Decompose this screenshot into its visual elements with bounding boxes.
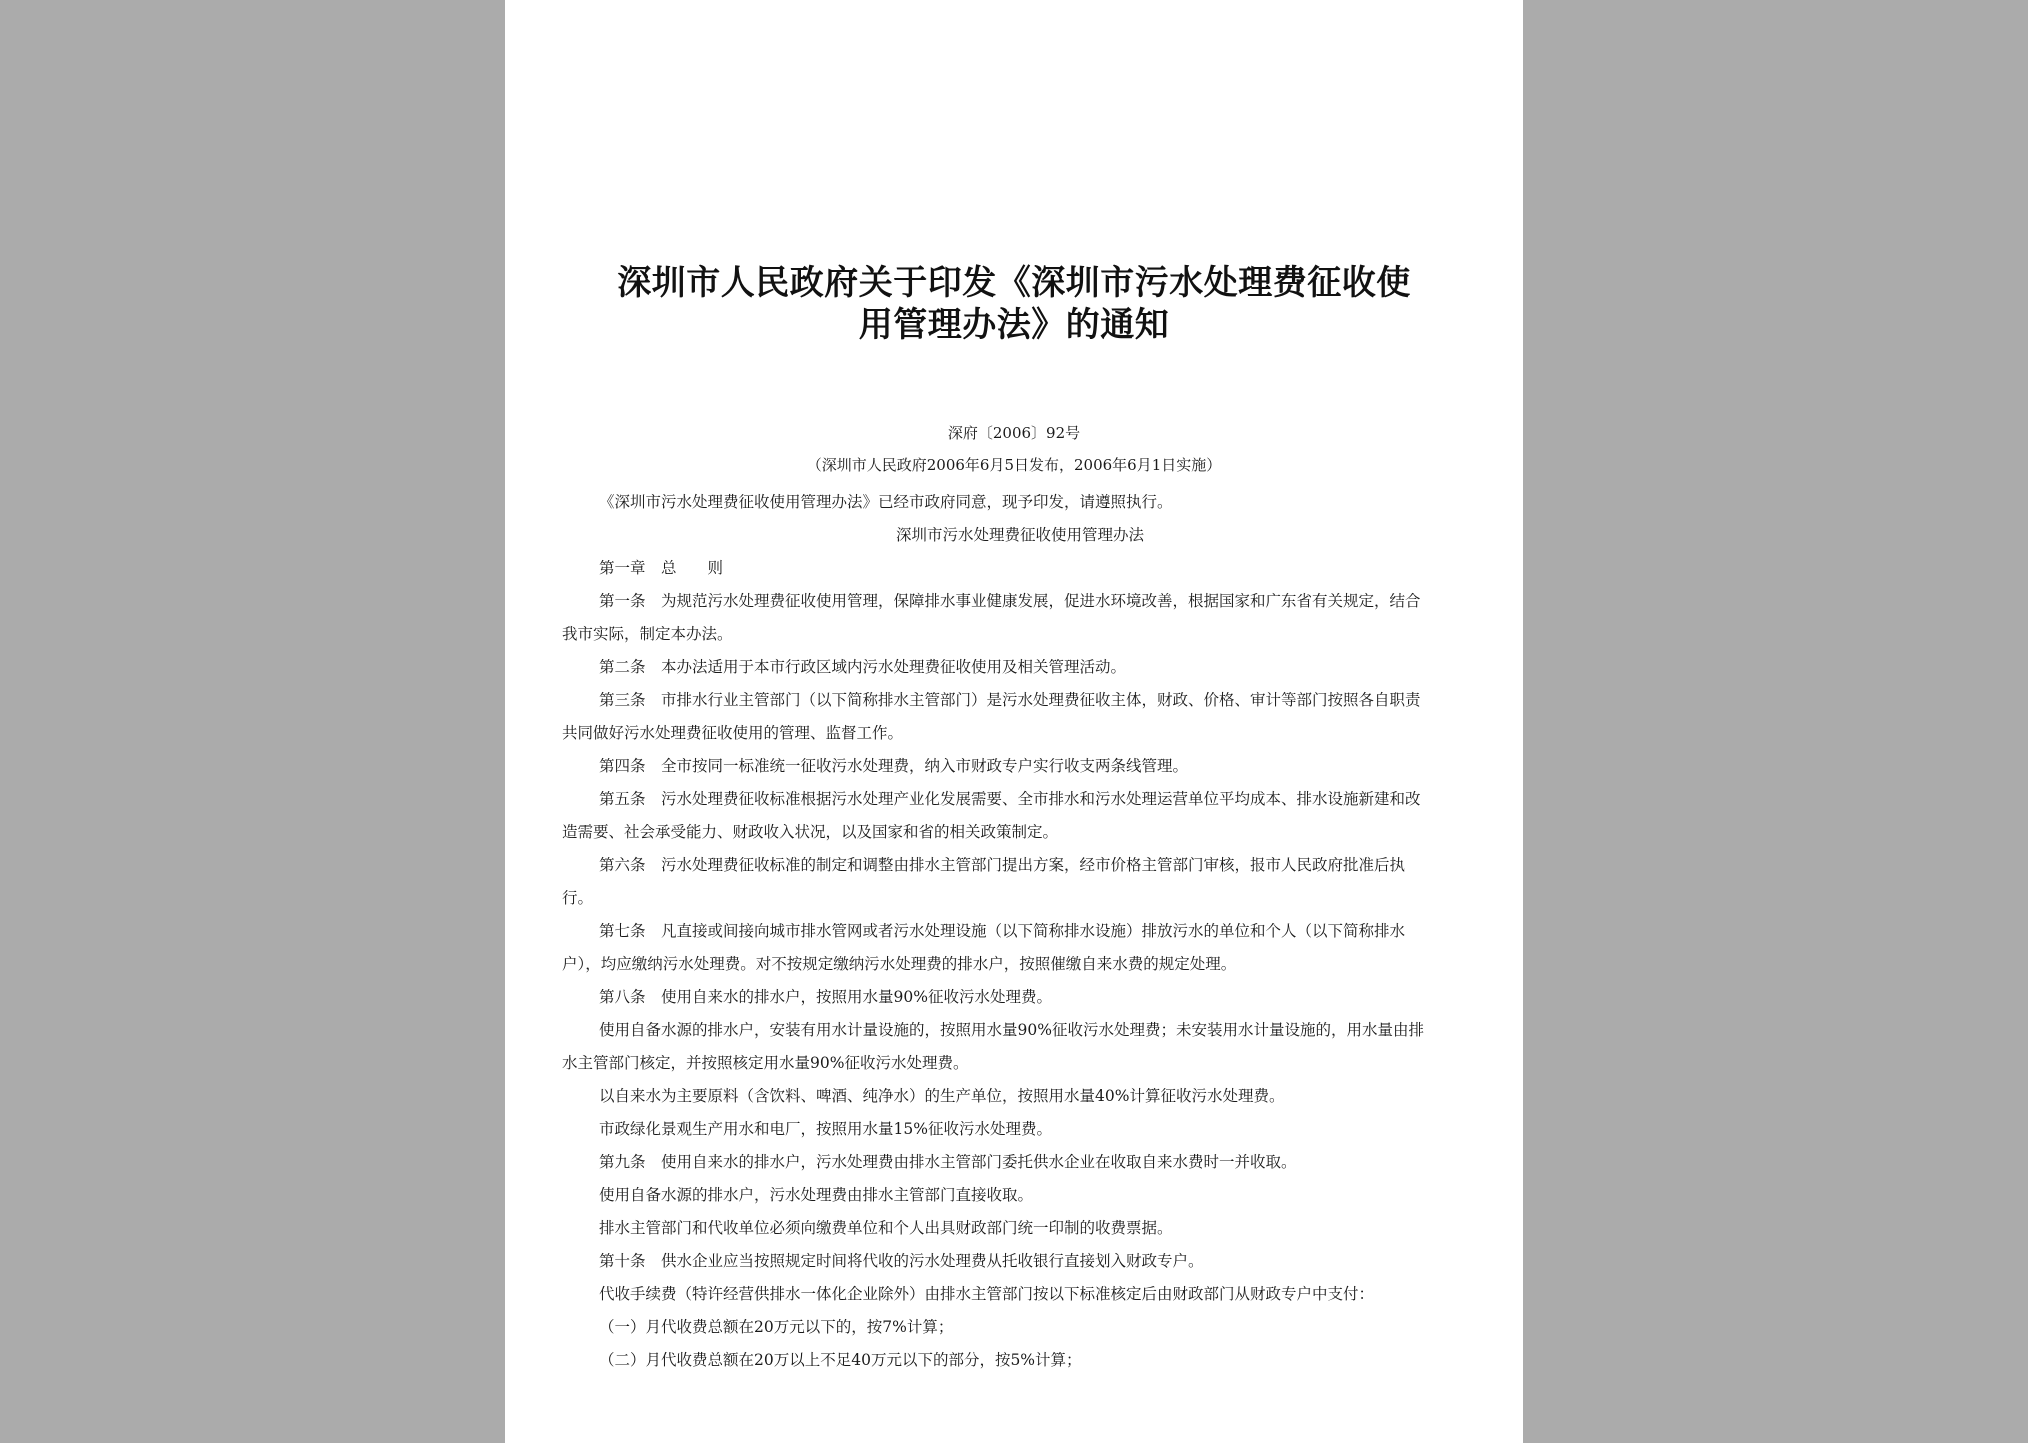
title-line-2: 用管理办法》的通知 xyxy=(858,305,1170,345)
article-line: 第一条 为规范污水处理费征收使用管理，保障排水事业健康发展，促进水环境改善，根据国家和广东省有关规定，结合 xyxy=(599,592,1421,610)
document-title xyxy=(505,262,1523,346)
article-line: 第九条 使用自来水的排水户，污水处理费由排水主管部门委托供水企业在收取自来水费时一并收取。 xyxy=(599,1153,1297,1171)
article-line: 共同做好污水处理费征收使用的管理、监督工作。 xyxy=(562,724,904,742)
article-line: 第四条 全市按同一标准统一征收污水处理费，纳入市财政专户实行收支两条线管理。 xyxy=(599,757,1189,775)
regulation-heading: 深圳市污水处理费征收使用管理办法 xyxy=(895,526,1144,544)
article-line: 第十条 供水企业应当按照规定时间将代收的污水处理费从托收银行直接划入财政专户。 xyxy=(599,1252,1204,1270)
article-line: 第六条 污水处理费征收标准的制定和调整由排水主管部门提出方案，经市价格主管部门审核，报市人民政府批准后执 xyxy=(599,856,1406,874)
article-line: 使用自备水源的排水户，安装有用水计量设施的，按照用水量90%征收污水处理费；未安装用水计量设施的，用水量由排 xyxy=(599,1021,1424,1039)
article-line: 第五条 污水处理费征收标准根据污水处理产业化发展需要、全市排水和污水处理运营单位平均成本、排水设施新建和改 xyxy=(599,790,1421,808)
article-line: 水主管部门核定，并按照核定用水量90%征收污水处理费。 xyxy=(562,1054,969,1072)
article-line: 第八条 使用自来水的排水户，按照用水量90%征收污水处理费。 xyxy=(599,988,1052,1006)
article-line: 第七条 凡直接或间接向城市排水管网或者污水处理设施（以下简称排水设施）排放污水的单位和个人（以下简称排水 xyxy=(599,922,1406,940)
article-line: 市政绿化景观生产用水和电厂，按照用水量15%征收污水处理费。 xyxy=(599,1120,1052,1138)
article-line: 行。 xyxy=(562,889,594,907)
document-body xyxy=(562,486,1478,1377)
article-line: 使用自备水源的排水户，污水处理费由排水主管部门直接收取。 xyxy=(599,1186,1034,1204)
document-number: 深府〔2006〕92号 xyxy=(947,424,1081,442)
intro-paragraph: 《深圳市污水处理费征收使用管理办法》已经市政府同意，现予印发，请遵照执行。 xyxy=(599,493,1173,511)
list-item: （二）月代收费总额在20万以上不足40万元以下的部分，按5%计算； xyxy=(599,1351,1082,1369)
article-line: 第二条 本办法适用于本市行政区域内污水处理费征收使用及相关管理活动。 xyxy=(599,658,1127,676)
article-line: 我市实际，制定本办法。 xyxy=(562,625,733,643)
list-item: （一）月代收费总额在20万元以下的，按7%计算； xyxy=(599,1318,954,1336)
issue-date-note: （深圳市人民政府2006年6月5日发布，2006年6月1日实施） xyxy=(806,456,1222,474)
chapter-heading: 第一章 总 则 xyxy=(599,559,724,577)
article-line: 排水主管部门和代收单位必须向缴费单位和个人出具财政部门统一印制的收费票据。 xyxy=(599,1219,1173,1237)
article-line: 户），均应缴纳污水处理费。对不按规定缴纳污水处理费的排水户，按照催缴自来水费的规定处理。 xyxy=(562,955,1237,973)
article-line: 以自来水为主要原料（含饮料、啤酒、纯净水）的生产单位，按照用水量40%计算征收污水处理费。 xyxy=(599,1087,1285,1105)
article-line: 第三条 市排水行业主管部门（以下简称排水主管部门）是污水处理费征收主体，财政、价格、审计等部门按照各自职责 xyxy=(599,691,1421,709)
article-line: 造需要、社会承受能力、财政收入状况，以及国家和省的相关政策制定。 xyxy=(562,823,1059,841)
document-page xyxy=(505,0,1523,1443)
title-line-1: 深圳市人民政府关于印发《深圳市污水处理费征收使 xyxy=(617,263,1411,303)
article-line: 代收手续费（特许经营供排水一体化企业除外）由排水主管部门按以下标准核定后由财政部门从财政专户中支付： xyxy=(599,1285,1375,1303)
